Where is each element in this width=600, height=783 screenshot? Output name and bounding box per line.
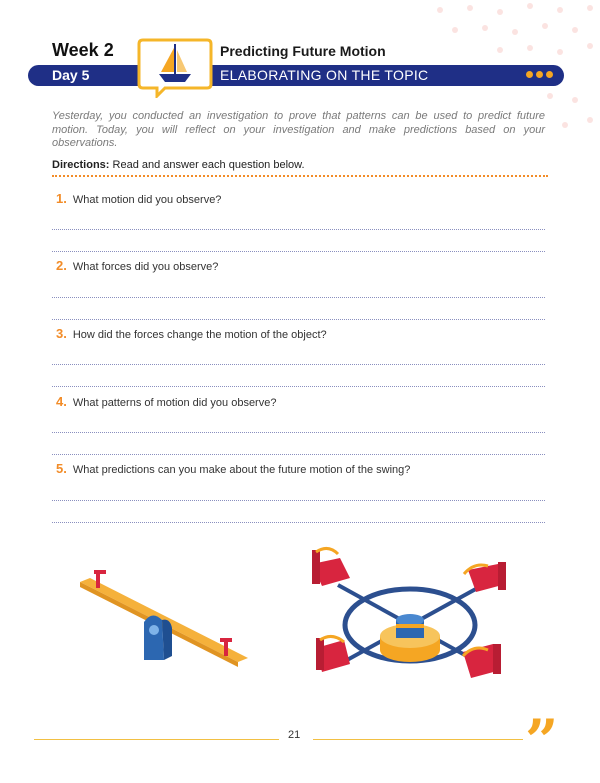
question-text: What patterns of motion did you observe? — [72, 397, 277, 409]
day-label: Day 5 — [52, 67, 90, 83]
question-number: 2. — [56, 258, 67, 273]
directions — [52, 159, 305, 171]
topic-title: Predicting Future Motion — [220, 43, 386, 59]
page-number: 21 — [288, 729, 301, 741]
seat-bottom-right — [463, 644, 501, 678]
question-number: 3. — [56, 326, 67, 341]
directions-text: Read and answer each question below. — [109, 159, 305, 171]
question-text: What predictions can you make about the future motion of the swing? — [72, 464, 411, 476]
answer-line[interactable] — [52, 319, 545, 320]
question-text: What motion did you observe? — [72, 194, 222, 206]
answer-line[interactable] — [52, 229, 545, 230]
question-5 — [56, 461, 410, 476]
seat-top-left — [312, 548, 350, 586]
divider — [52, 175, 548, 177]
question-3 — [56, 326, 327, 341]
question-2 — [56, 258, 218, 273]
seat-top-right — [464, 562, 506, 592]
answer-line[interactable] — [52, 297, 545, 298]
intro-paragraph: Yesterday, you conducted an investigation to prove that patterns can be used to predict future motion. Today, you will reflect on your investigation and make predictions based on your observations. — [52, 110, 545, 149]
answer-line[interactable] — [52, 454, 545, 455]
question-text: How did the forces change the motion of the object? — [72, 329, 327, 341]
ellipsis-dots-icon — [526, 71, 553, 78]
merry-go-round-illustration — [298, 540, 523, 690]
question-1 — [56, 191, 221, 206]
answer-line[interactable] — [52, 522, 545, 523]
question-number: 4. — [56, 394, 67, 409]
answer-line[interactable] — [52, 364, 545, 365]
directions-label: Directions: — [52, 159, 110, 171]
footer-line-right — [313, 739, 523, 740]
week-label: Week 2 — [52, 40, 114, 60]
section-subtitle: ELABORATING ON THE TOPIC — [220, 67, 429, 83]
sailboat-icon — [135, 36, 215, 98]
answer-line[interactable] — [52, 251, 545, 252]
question-number: 5. — [56, 461, 67, 476]
footer-line-left — [34, 739, 279, 740]
seat-bottom-left — [316, 636, 350, 672]
answer-line[interactable] — [52, 386, 545, 387]
quote-icon: ” — [525, 707, 559, 775]
answer-line[interactable] — [52, 500, 545, 501]
question-text: What forces did you observe? — [72, 261, 219, 273]
answer-line[interactable] — [52, 432, 545, 433]
question-4 — [56, 394, 276, 409]
question-number: 1. — [56, 191, 67, 206]
seesaw-illustration — [72, 562, 252, 677]
